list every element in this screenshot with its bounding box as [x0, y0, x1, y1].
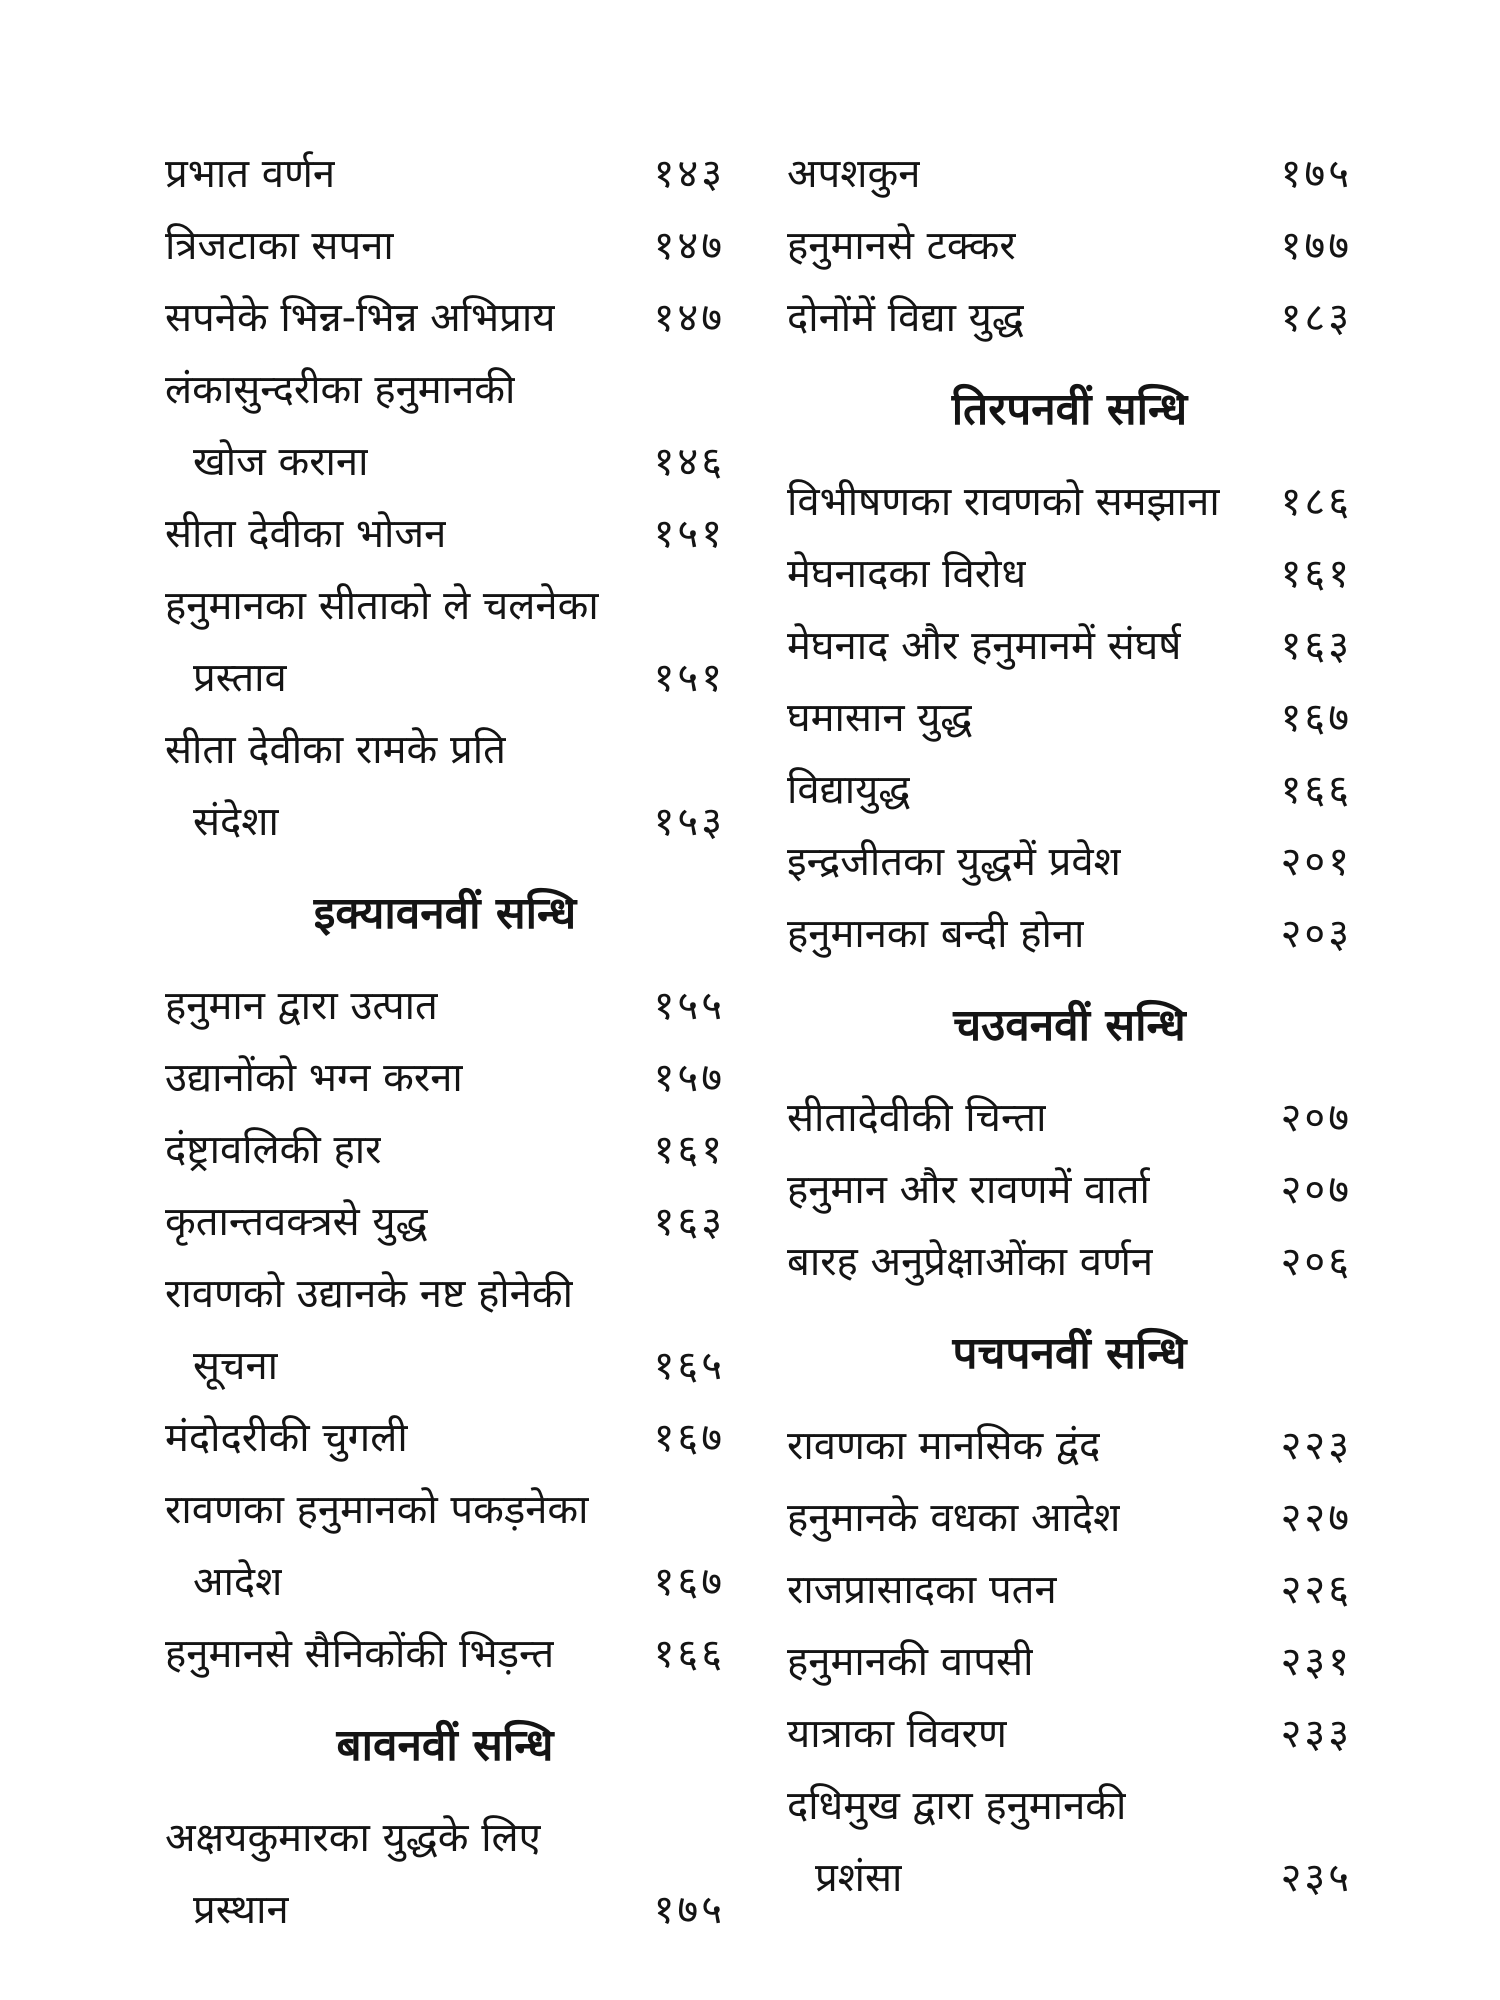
- entry-page: १४७: [653, 295, 725, 341]
- toc-entry: [165, 1874, 725, 1946]
- entry-title: हनुमानकी वापसी: [787, 1639, 1034, 1685]
- entry-title: इन्द्रजीतका युद्धमें प्रवेश: [787, 839, 1121, 885]
- entry-title: अपशकुन: [787, 151, 921, 197]
- toc-section-55: [787, 1410, 1352, 1914]
- section-heading-51: इक्यावनवीं सन्धि: [313, 888, 577, 939]
- entry-title: दंष्ट्रावलिकी हार: [165, 1127, 382, 1173]
- entry-title: हनुमान और रावणमें वार्ता: [787, 1167, 1150, 1213]
- toc-entry: [165, 210, 725, 282]
- entry-page: १५३: [653, 799, 725, 845]
- entry-page: २०३: [1280, 911, 1352, 957]
- toc-entry: [787, 1226, 1352, 1298]
- entry-page: १५१: [653, 511, 725, 557]
- entry-title: आदेश: [193, 1559, 283, 1605]
- entry-title: प्रभात वर्णन: [165, 151, 336, 197]
- section-heading-54: चउवनवीं सन्धि: [953, 1000, 1186, 1051]
- toc-entry: [165, 498, 725, 570]
- toc-entry: [165, 1186, 725, 1258]
- entry-page: २३१: [1280, 1639, 1352, 1685]
- entry-page: १६७: [653, 1415, 725, 1461]
- entry-title: खोज कराना: [193, 439, 369, 485]
- toc-left-column: [165, 138, 725, 1946]
- entry-title: मेघनादका विरोध: [787, 551, 1027, 597]
- entry-title: हनुमानका सीताको ले चलनेका: [165, 583, 599, 629]
- entry-title: हनुमानका बन्दी होना: [787, 911, 1085, 957]
- entry-page: १६७: [653, 1559, 725, 1605]
- entry-title: विद्यायुद्ध: [787, 767, 911, 813]
- toc-entry: [165, 1114, 725, 1186]
- toc-entry: [165, 786, 725, 858]
- entry-title: संदेशा: [193, 799, 279, 845]
- entry-title: सीता देवीका रामके प्रति: [165, 727, 506, 773]
- entry-title: हनुमान द्वारा उत्पात: [165, 983, 438, 1029]
- entry-title: रावणका हनुमानको पकड़नेका: [165, 1487, 589, 1533]
- toc-entry: [165, 354, 725, 426]
- entry-title: सीता देवीका भोजन: [165, 511, 447, 557]
- toc-entry: [787, 1554, 1352, 1626]
- toc-section-52: [165, 1802, 725, 1946]
- entry-page: १६५: [653, 1343, 725, 1389]
- entry-page: १७५: [1280, 151, 1352, 197]
- entry-title: हनुमानके वधका आदेश: [787, 1495, 1121, 1541]
- entry-page: १५७: [653, 1055, 725, 1101]
- entry-title: लंकासुन्दरीका हनुमानकी: [165, 367, 516, 413]
- entry-title: उद्यानोंको भग्न करना: [165, 1055, 463, 1101]
- entry-title: हनुमानसे सैनिकोंकी भिड़न्त: [165, 1631, 555, 1677]
- entry-page: १४६: [653, 439, 725, 485]
- toc-entry: [165, 642, 725, 714]
- toc-entry: [787, 898, 1352, 970]
- entry-title: प्रस्थान: [193, 1887, 289, 1933]
- entry-title: त्रिजटाका सपना: [165, 223, 394, 269]
- section-heading-52: बावनवीं सन्धि: [336, 1720, 554, 1771]
- section-heading-53: तिरपनवीं सन्धि: [951, 384, 1188, 435]
- entry-title: मेघनाद और हनुमानमें संघर्ष: [787, 623, 1182, 669]
- toc-entry: [787, 282, 1352, 354]
- entry-title: सपनेके भिन्न-भिन्न अभिप्राय: [165, 295, 556, 341]
- entry-title: रावणको उद्यानके नष्ट होनेकी: [165, 1271, 573, 1317]
- entry-page: १४७: [653, 223, 725, 269]
- toc-entry: [787, 210, 1352, 282]
- entry-title: घमासान युद्ध: [787, 695, 973, 741]
- entry-title: यात्राका विवरण: [787, 1711, 1007, 1757]
- entry-title: सूचना: [193, 1343, 278, 1389]
- entry-page: २०७: [1280, 1095, 1352, 1141]
- toc-entry: [165, 138, 725, 210]
- entry-title: बारह अनुप्रेक्षाओंका वर्णन: [787, 1239, 1154, 1285]
- toc-section-53: [787, 466, 1352, 970]
- toc-entry: [165, 714, 725, 786]
- toc-entry: [165, 1402, 725, 1474]
- entry-title: अक्षयकुमारका युद्धके लिए: [165, 1815, 541, 1861]
- toc-section-54: [787, 1082, 1352, 1298]
- entry-page: १६६: [1280, 767, 1352, 813]
- toc-entry: [787, 826, 1352, 898]
- toc-entry: [165, 426, 725, 498]
- toc-entry: [165, 1474, 725, 1546]
- section-heading-55: पचपनवीं सन्धि: [952, 1328, 1187, 1379]
- entry-title: राजप्रासादका पतन: [787, 1567, 1057, 1613]
- entry-page: १८३: [1280, 295, 1352, 341]
- toc-section-52-continued: [787, 138, 1352, 354]
- entry-title: प्रशंसा: [815, 1855, 903, 1901]
- entry-page: २०१: [1280, 839, 1352, 885]
- entry-title: रावणका मानसिक द्वंद: [787, 1423, 1101, 1469]
- toc-entry: [165, 1546, 725, 1618]
- toc-entry: [787, 1626, 1352, 1698]
- entry-page: २०६: [1280, 1239, 1352, 1285]
- toc-entry: [165, 1618, 725, 1690]
- entry-page: १८६: [1280, 479, 1352, 525]
- toc-entry: [787, 1082, 1352, 1154]
- entry-page: १६३: [653, 1199, 725, 1245]
- entry-page: १६१: [653, 1127, 725, 1173]
- toc-entry: [787, 754, 1352, 826]
- entry-page: १६६: [653, 1631, 725, 1677]
- entry-page: २२६: [1280, 1567, 1352, 1613]
- toc-entry: [787, 1410, 1352, 1482]
- entry-page: १६१: [1280, 551, 1352, 597]
- entry-title: हनुमानसे टक्कर: [787, 223, 1016, 269]
- toc-entry: [787, 1482, 1352, 1554]
- toc-entry: [787, 138, 1352, 210]
- toc-entry: [787, 538, 1352, 610]
- entry-title: दधिमुख द्वारा हनुमानकी: [787, 1783, 1127, 1829]
- toc-entry: [787, 1698, 1352, 1770]
- toc-entry: [787, 1770, 1352, 1842]
- toc-entry: [165, 282, 725, 354]
- entry-page: १६३: [1280, 623, 1352, 669]
- toc-entry: [787, 1842, 1352, 1914]
- entry-page: १५१: [653, 655, 725, 701]
- toc-entry: [787, 682, 1352, 754]
- entry-page: २२३: [1280, 1423, 1352, 1469]
- toc-entry: [165, 570, 725, 642]
- toc-entry: [787, 1154, 1352, 1226]
- toc-section-51: [165, 970, 725, 1690]
- entry-page: २०७: [1280, 1167, 1352, 1213]
- entry-title: दोनोंमें विद्या युद्ध: [787, 295, 1024, 341]
- entry-title: विभीषणका रावणको समझाना: [787, 479, 1220, 525]
- toc-entry: [165, 1042, 725, 1114]
- toc-entry: [165, 970, 725, 1042]
- toc-entry: [787, 610, 1352, 682]
- toc-section-continued: [165, 138, 725, 858]
- entry-title: कृतान्तवक्त्रसे युद्ध: [165, 1199, 428, 1245]
- entry-page: २२७: [1280, 1495, 1352, 1541]
- entry-page: १६७: [1280, 695, 1352, 741]
- entry-title: मंदोदरीकी चुगली: [165, 1415, 408, 1461]
- entry-page: १७५: [653, 1887, 725, 1933]
- entry-title: सीतादेवीकी चिन्ता: [787, 1095, 1047, 1141]
- entry-page: १७७: [1280, 223, 1352, 269]
- entry-page: १५५: [653, 983, 725, 1029]
- entry-page: २३५: [1280, 1855, 1352, 1901]
- toc-entry: [787, 466, 1352, 538]
- toc-entry: [165, 1330, 725, 1402]
- toc-entry: [165, 1802, 725, 1874]
- entry-page: २३३: [1280, 1711, 1352, 1757]
- toc-right-column: [787, 138, 1352, 1914]
- entry-title: प्रस्ताव: [193, 655, 287, 701]
- entry-page: १४३: [653, 151, 725, 197]
- toc-entry: [165, 1258, 725, 1330]
